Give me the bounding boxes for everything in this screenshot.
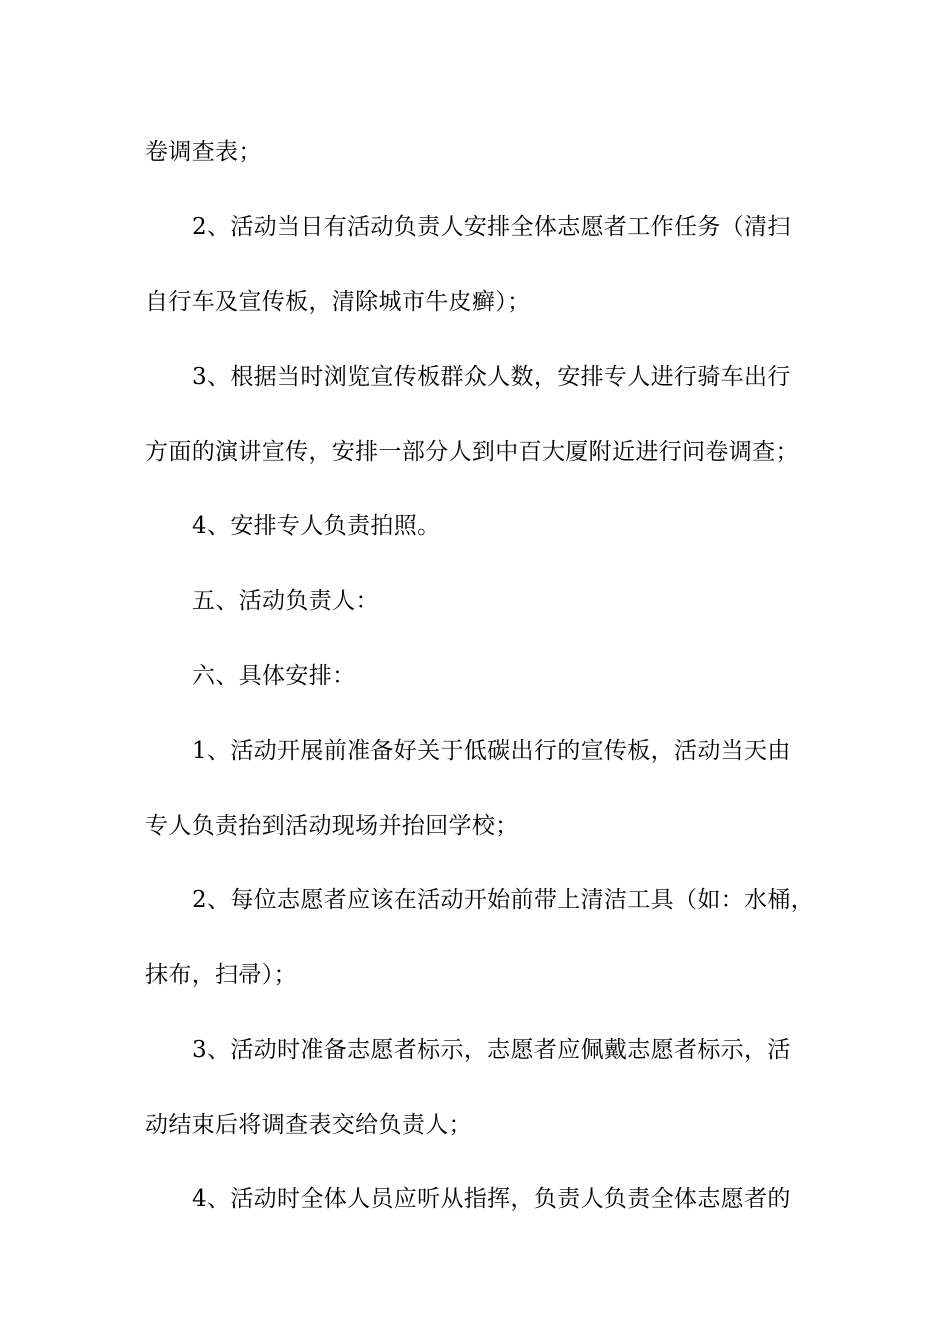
text-line: 2、每位志愿者应该在活动开始前带上清洁工具（如：水桶， (192, 887, 815, 913)
section-heading: 五、活动负责人： (192, 588, 379, 614)
text-line: 方面的演讲宣传，安排一部分人到中百大厦附近进行问卷调查； (145, 439, 799, 465)
text-line: 自行车及宣传板，清除城市牛皮癣）； (145, 289, 531, 315)
text-line: 卷调查表； (145, 139, 262, 165)
text-line: 专人负责抬到活动现场并抬回学校； (145, 813, 519, 839)
text-line: 抹布，扫帚）； (145, 962, 297, 988)
section-heading: 六、具体安排： (192, 663, 356, 689)
text-line: 2、活动当日有活动负责人安排全体志愿者工作任务（清扫 (192, 214, 791, 240)
text-line: 动结束后将调查表交给负责人； (145, 1112, 472, 1138)
text-line: 3、根据当时浏览宣传板群众人数，安排专人进行骑车出行 (192, 364, 791, 390)
text-line: 1、活动开展前准备好关于低碳出行的宣传板，活动当天由 (192, 738, 791, 764)
text-line: 3、活动时准备志愿者标示，志愿者应佩戴志愿者标示，活 (192, 1037, 791, 1063)
text-line: 4、活动时全体人员应听从指挥，负责人负责全体志愿者的 (192, 1186, 791, 1212)
text-line: 4、安排专人负责拍照。 (192, 513, 441, 539)
